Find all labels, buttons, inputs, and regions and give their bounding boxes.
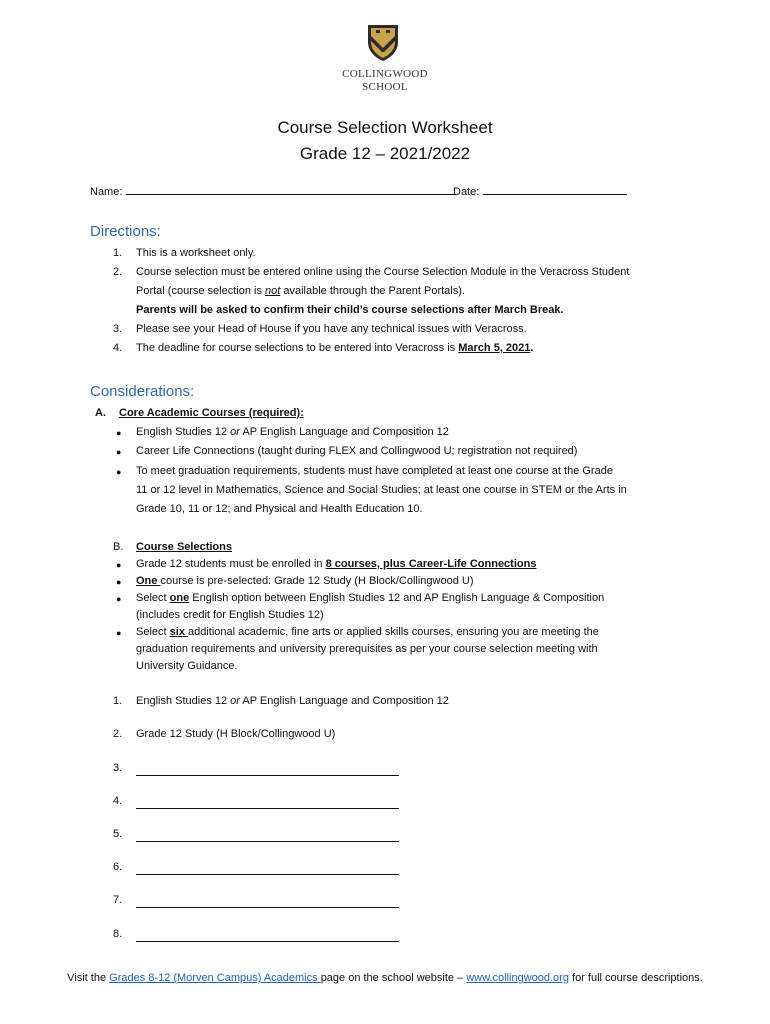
- school-name-line1: COLLINGWOOD: [342, 68, 428, 80]
- date-blank[interactable]: [483, 182, 627, 195]
- directions-heading: Directions:: [90, 223, 161, 240]
- academics-link[interactable]: Grades 8-12 (Morven Campus) Academics: [109, 972, 321, 984]
- direction-item-4: The deadline for course selections to be entered into Veracross is March 5, 2021.: [136, 342, 534, 354]
- course-number: 1.: [113, 695, 123, 707]
- course-number: 3.: [113, 762, 123, 774]
- course-5-blank[interactable]: [136, 829, 399, 842]
- direction-number: 2.: [113, 266, 123, 278]
- school-crest-icon: [362, 22, 404, 62]
- course-4-blank[interactable]: [136, 796, 399, 809]
- core-course-2: Career Life Connections (taught during FLEX and Collingwood U; registration not required): [136, 445, 578, 457]
- course-number: 4.: [113, 795, 123, 807]
- direction-item-2-line2: Portal (course selection is not available through the Parent Portals).: [136, 285, 465, 297]
- course-3-blank[interactable]: [136, 763, 399, 776]
- bullet-icon: ●: [116, 628, 122, 638]
- name-label: Name:: [90, 186, 123, 198]
- direction-number: 3.: [113, 323, 123, 335]
- course-number: 2.: [113, 728, 123, 740]
- selection-rule-1: Grade 12 students must be enrolled in 8 courses, plus Career-Life Connections: [136, 558, 537, 570]
- date-field[interactable]: [453, 182, 627, 198]
- bullet-icon: ●: [116, 594, 122, 604]
- page-title: Course Selection Worksheet: [277, 118, 493, 137]
- direction-item-3: Please see your Head of House if you have any technical issues with Veracross.: [136, 323, 527, 335]
- bullet-icon: ●: [116, 428, 122, 438]
- selection-rule-2: One course is pre-selected: Grade 12 Study (H Block/Collingwood U): [136, 575, 474, 587]
- section-a-label: A.: [95, 407, 106, 419]
- section-a-title: Core Academic Courses (required):: [119, 407, 304, 419]
- school-name-line2: SCHOOL: [362, 81, 408, 93]
- course-1: English Studies 12 or AP English Language and Composition 12: [136, 695, 449, 707]
- selection-rule-4: Select six additional academic, fine arts or applied skills courses, ensuring you are meeting the graduation requirements and university prerequisites as per your course selection meeting with University Guidance.: [136, 626, 599, 672]
- direction-item-2-line3: Parents will be asked to confirm their child’s course selections after March Break.: [136, 304, 564, 316]
- course-number: 6.: [113, 861, 123, 873]
- section-b-label: B.: [113, 541, 124, 553]
- core-course-1: English Studies 12 or AP English Language and Composition 12: [136, 426, 449, 438]
- selection-rule-3: Select one English option between English Studies 12 and AP English Language & Composition (includes credit for English Studies 12): [136, 592, 605, 621]
- course-2: Grade 12 Study (H Block/Collingwood U): [136, 728, 336, 740]
- website-link[interactable]: www.collingwood.org: [466, 972, 569, 984]
- bullet-icon: ●: [116, 560, 122, 570]
- direction-item-2: [136, 263, 696, 320]
- direction-item-1: This is a worksheet only.: [136, 247, 256, 259]
- direction-number: 4.: [113, 342, 123, 354]
- bullet-icon: ●: [116, 467, 122, 477]
- date-label: Date:: [453, 186, 480, 198]
- course-6-blank[interactable]: [136, 862, 399, 875]
- direction-item-2-line1: Course selection must be entered online using the Course Selection Module in the Veracross Student: [136, 266, 630, 278]
- page-subtitle: Grade 12 – 2021/2022: [299, 144, 471, 163]
- course-number: 8.: [113, 928, 123, 940]
- name-field[interactable]: [90, 182, 456, 198]
- footer-note: Visit the Grades 8-12 (Morven Campus) Academics page on the school website – www.collingwood.org for full course descriptions.: [67, 972, 703, 984]
- course-number: 5.: [113, 828, 123, 840]
- course-8-blank[interactable]: [136, 929, 399, 942]
- core-course-3: To meet graduation requirements, students must have completed at least one course at the Grade 11 or 12 level in Mathematics, Science and Social Studies; at least one course in STEM or the Arts in Grade 10, 11 or 12; and Physical and Health Education 10.: [136, 465, 627, 515]
- section-b-title: Course Selections: [136, 541, 232, 553]
- course-7-blank[interactable]: [136, 895, 399, 908]
- course-number: 7.: [113, 894, 123, 906]
- name-blank[interactable]: [126, 182, 456, 195]
- bullet-icon: ●: [116, 447, 122, 457]
- considerations-heading: Considerations:: [90, 383, 195, 400]
- bullet-icon: ●: [116, 577, 122, 587]
- direction-number: 1.: [113, 247, 123, 259]
